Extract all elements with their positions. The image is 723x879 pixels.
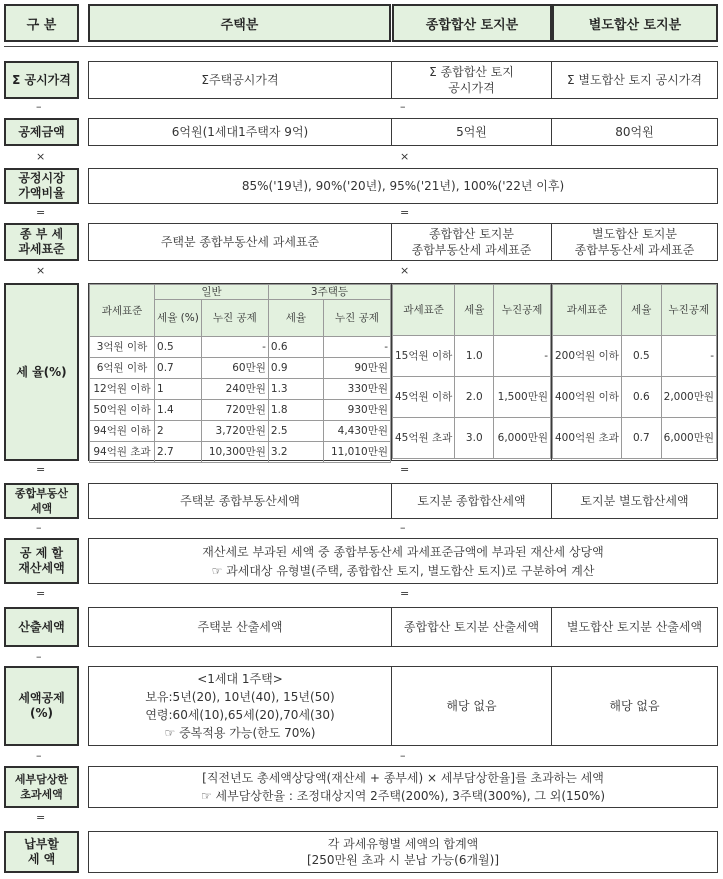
sep-rate-header-base: 과세표준 <box>553 285 622 336</box>
op-minus: – <box>36 650 42 663</box>
payable-line-2: [250만원 초과 시 분납 가능(6개월)] <box>306 853 500 867</box>
tax-base-separate: 별도합산 토지분 종합부동산세 과세표준 <box>551 223 718 261</box>
deductible-line-1: 재산세로 부과된 세액 중 종합부동산세 과세표준금액에 부과된 재산세 상당액 <box>202 544 604 559</box>
comp-deduction: 1,500만원 <box>494 377 551 418</box>
comp-bracket: 15억원 이하 <box>393 336 455 377</box>
label-deductible-property-tax: 공 제 할 재산세액 <box>4 538 79 584</box>
op-minus: – <box>36 749 42 762</box>
tax-base-house: 주택분 종합부동산세 과세표준 <box>88 223 392 261</box>
burden-line-1: [직전년도 총세액상당액(재산세 + 종부세) × 세부담상한율]를 초과하는 세액 <box>202 771 604 785</box>
table-row <box>553 336 717 377</box>
op-equals: = <box>400 206 410 219</box>
sep-bracket: 200억원 이하 <box>553 336 622 377</box>
house-rate-table <box>89 284 391 463</box>
sep-rate-header-rate: 세율 <box>621 285 661 336</box>
multi-deduction: 4,430만원 <box>323 421 390 442</box>
comp-rate: 2.0 <box>455 377 494 418</box>
comp-tax-house: 주택분 종합부동산세액 <box>88 483 392 519</box>
label-tax-rate: 세 율(%) <box>4 283 79 461</box>
deductible-description <box>88 538 718 584</box>
op-minus: – <box>400 749 406 762</box>
table-row <box>90 442 391 463</box>
tax-credit-comprehensive: 해당 없음 <box>391 666 552 746</box>
multi-deduction: 930만원 <box>323 400 390 421</box>
sep-rate: 0.6 <box>621 377 661 418</box>
label-burden-cap-excess: 세부담상한 초과세액 <box>4 766 79 808</box>
deductible-line-2: ☞ 과세대상 유형별(주택, 종합합산 토지, 별도합산 토지)로 구분하여 계산 <box>211 563 595 578</box>
sep-deduction: 6,000만원 <box>661 418 716 459</box>
table-row <box>90 358 391 379</box>
table-row <box>393 418 551 459</box>
official-price-house: Σ주택공시가격 <box>88 61 392 99</box>
label-computed-tax: 산출세액 <box>4 607 79 647</box>
separate-rate-table <box>552 284 717 459</box>
op-times: × <box>400 264 410 277</box>
tax-credit-line-4: ☞ 중복적용 가능(한도 70%) <box>164 726 316 740</box>
house-bracket: 50억원 이하 <box>90 400 155 421</box>
label-comprehensive-tax: 종합부동산 세액 <box>4 483 79 519</box>
official-price-comprehensive: Σ 종합합산 토지 공시가격 <box>391 61 552 99</box>
op-minus: – <box>400 521 406 534</box>
multi-rate: 0.9 <box>268 358 323 379</box>
multi-rate: 1.3 <box>268 379 323 400</box>
label-official-price: Σ 공시가격 <box>4 61 79 99</box>
header-separate-land: 별도합산 토지분 <box>552 4 718 42</box>
comp-tax-separate: 토지분 별도합산세액 <box>551 483 718 519</box>
tax-credit-line-1: <1세대 1주택> <box>197 672 283 686</box>
comp-bracket: 45억원 초과 <box>393 418 455 459</box>
multi-rate: 0.6 <box>268 337 323 358</box>
sep-rate-header-deduction: 누진공제 <box>661 285 716 336</box>
sep-rate: 0.5 <box>621 336 661 377</box>
op-equals: = <box>36 463 46 476</box>
comp-rate: 3.0 <box>455 418 494 459</box>
house-rate: 0.7 <box>155 358 202 379</box>
house-deduction: 10,300만원 <box>201 442 268 463</box>
label-tax-credit: 세액공제 (%) <box>4 666 79 746</box>
comp-rate: 1.0 <box>455 336 494 377</box>
header-house: 주택분 <box>88 4 391 42</box>
house-rate-header-deduction-multi: 누진 공제 <box>323 300 390 337</box>
house-rate: 2.7 <box>155 442 202 463</box>
comp-tax-comprehensive: 토지분 종합합산세액 <box>391 483 552 519</box>
deduction-house: 6억원(1세대1주택자 9억) <box>88 118 392 146</box>
house-rate-header-rate-multi: 세율 <box>268 300 323 337</box>
house-rate: 1 <box>155 379 202 400</box>
table-row <box>393 377 551 418</box>
deduction-comprehensive: 5억원 <box>391 118 552 146</box>
label-fair-market-ratio: 공정시장 가액비율 <box>4 168 79 204</box>
house-deduction: - <box>201 337 268 358</box>
op-minus: – <box>400 100 406 113</box>
label-deduction: 공제금액 <box>4 118 79 146</box>
burden-cap-description <box>88 766 718 808</box>
house-bracket: 6억원 이하 <box>90 358 155 379</box>
tax-credit-line-3: 연령:60세(10),65세(20),70세(30) <box>145 708 335 722</box>
comprehensive-rate-table <box>392 284 551 459</box>
op-equals: = <box>400 587 410 600</box>
multi-rate: 2.5 <box>268 421 323 442</box>
table-row <box>553 377 717 418</box>
computed-tax-separate: 별도합산 토지분 산출세액 <box>551 607 718 647</box>
op-equals: = <box>36 206 46 219</box>
op-minus: – <box>36 521 42 534</box>
op-equals: = <box>36 587 46 600</box>
divider-line <box>4 46 718 47</box>
burden-line-2: ☞ 세부담상한율 : 조정대상지역 2주택(200%), 3주택(300%), 그 외(150%) <box>200 789 606 803</box>
multi-deduction: 11,010만원 <box>323 442 390 463</box>
house-deduction: 3,720만원 <box>201 421 268 442</box>
header-category: 구 분 <box>4 4 79 42</box>
table-row <box>90 400 391 421</box>
house-rate-header-deduction: 누진 공제 <box>201 300 268 337</box>
tax-base-comprehensive: 종합합산 토지분 종합부동산세 과세표준 <box>391 223 552 261</box>
op-times: × <box>400 150 410 163</box>
house-rate-header-multi: 3주택등 <box>268 285 390 300</box>
multi-deduction: 330만원 <box>323 379 390 400</box>
sep-deduction: - <box>661 336 716 377</box>
house-bracket: 12억원 이하 <box>90 379 155 400</box>
multi-rate: 3.2 <box>268 442 323 463</box>
sep-bracket: 400억원 초과 <box>553 418 622 459</box>
house-rate: 1.4 <box>155 400 202 421</box>
house-bracket: 94억원 이하 <box>90 421 155 442</box>
sep-deduction: 2,000만원 <box>661 377 716 418</box>
house-bracket: 94억원 초과 <box>90 442 155 463</box>
payable-description <box>88 831 718 873</box>
comp-bracket: 45억원 이하 <box>393 377 455 418</box>
payable-line-1: 각 과세유형별 세액의 합계액 <box>327 837 479 851</box>
op-times: × <box>36 264 46 277</box>
table-row <box>393 336 551 377</box>
op-equals: = <box>400 463 410 476</box>
op-equals: = <box>36 811 46 824</box>
house-rate: 2 <box>155 421 202 442</box>
house-rate-header-general: 일반 <box>155 285 269 300</box>
fair-market-ratio-value: 85%('19년), 90%('20년), 95%('21년), 100%('22년 이후) <box>88 168 718 204</box>
multi-deduction: 90만원 <box>323 358 390 379</box>
house-rate-header-rate: 세율 (%) <box>155 300 202 337</box>
comp-rate-header-rate: 세율 <box>455 285 494 336</box>
header-comprehensive-land: 종합합산 토지분 <box>392 4 552 42</box>
computed-tax-house: 주택분 산출세액 <box>88 607 392 647</box>
tax-credit-separate: 해당 없음 <box>551 666 718 746</box>
deduction-separate: 80억원 <box>551 118 718 146</box>
table-row <box>90 421 391 442</box>
computed-tax-comprehensive: 종합합산 토지분 산출세액 <box>391 607 552 647</box>
multi-deduction: - <box>323 337 390 358</box>
comp-deduction: 6,000만원 <box>494 418 551 459</box>
multi-rate: 1.8 <box>268 400 323 421</box>
house-rate-header-base: 과세표준 <box>90 285 155 337</box>
op-minus: – <box>36 100 42 113</box>
comp-rate-header-deduction: 누진공제 <box>494 285 551 336</box>
tax-credit-line-2: 보유:5년(20), 10년(40), 15년(50) <box>145 690 335 704</box>
tax-credit-house <box>88 666 392 746</box>
house-rate: 0.5 <box>155 337 202 358</box>
house-deduction: 60만원 <box>201 358 268 379</box>
sep-bracket: 400억원 이하 <box>553 377 622 418</box>
comp-deduction: - <box>494 336 551 377</box>
house-bracket: 3억원 이하 <box>90 337 155 358</box>
op-times: × <box>36 150 46 163</box>
table-row <box>90 379 391 400</box>
comp-rate-header-base: 과세표준 <box>393 285 455 336</box>
table-row <box>90 337 391 358</box>
sep-rate: 0.7 <box>621 418 661 459</box>
official-price-separate: Σ 별도합산 토지 공시가격 <box>551 61 718 99</box>
table-row <box>553 418 717 459</box>
house-deduction: 240만원 <box>201 379 268 400</box>
label-payable-tax: 납부할 세 액 <box>4 831 79 873</box>
house-deduction: 720만원 <box>201 400 268 421</box>
label-tax-base: 종 부 세 과세표준 <box>4 223 79 261</box>
